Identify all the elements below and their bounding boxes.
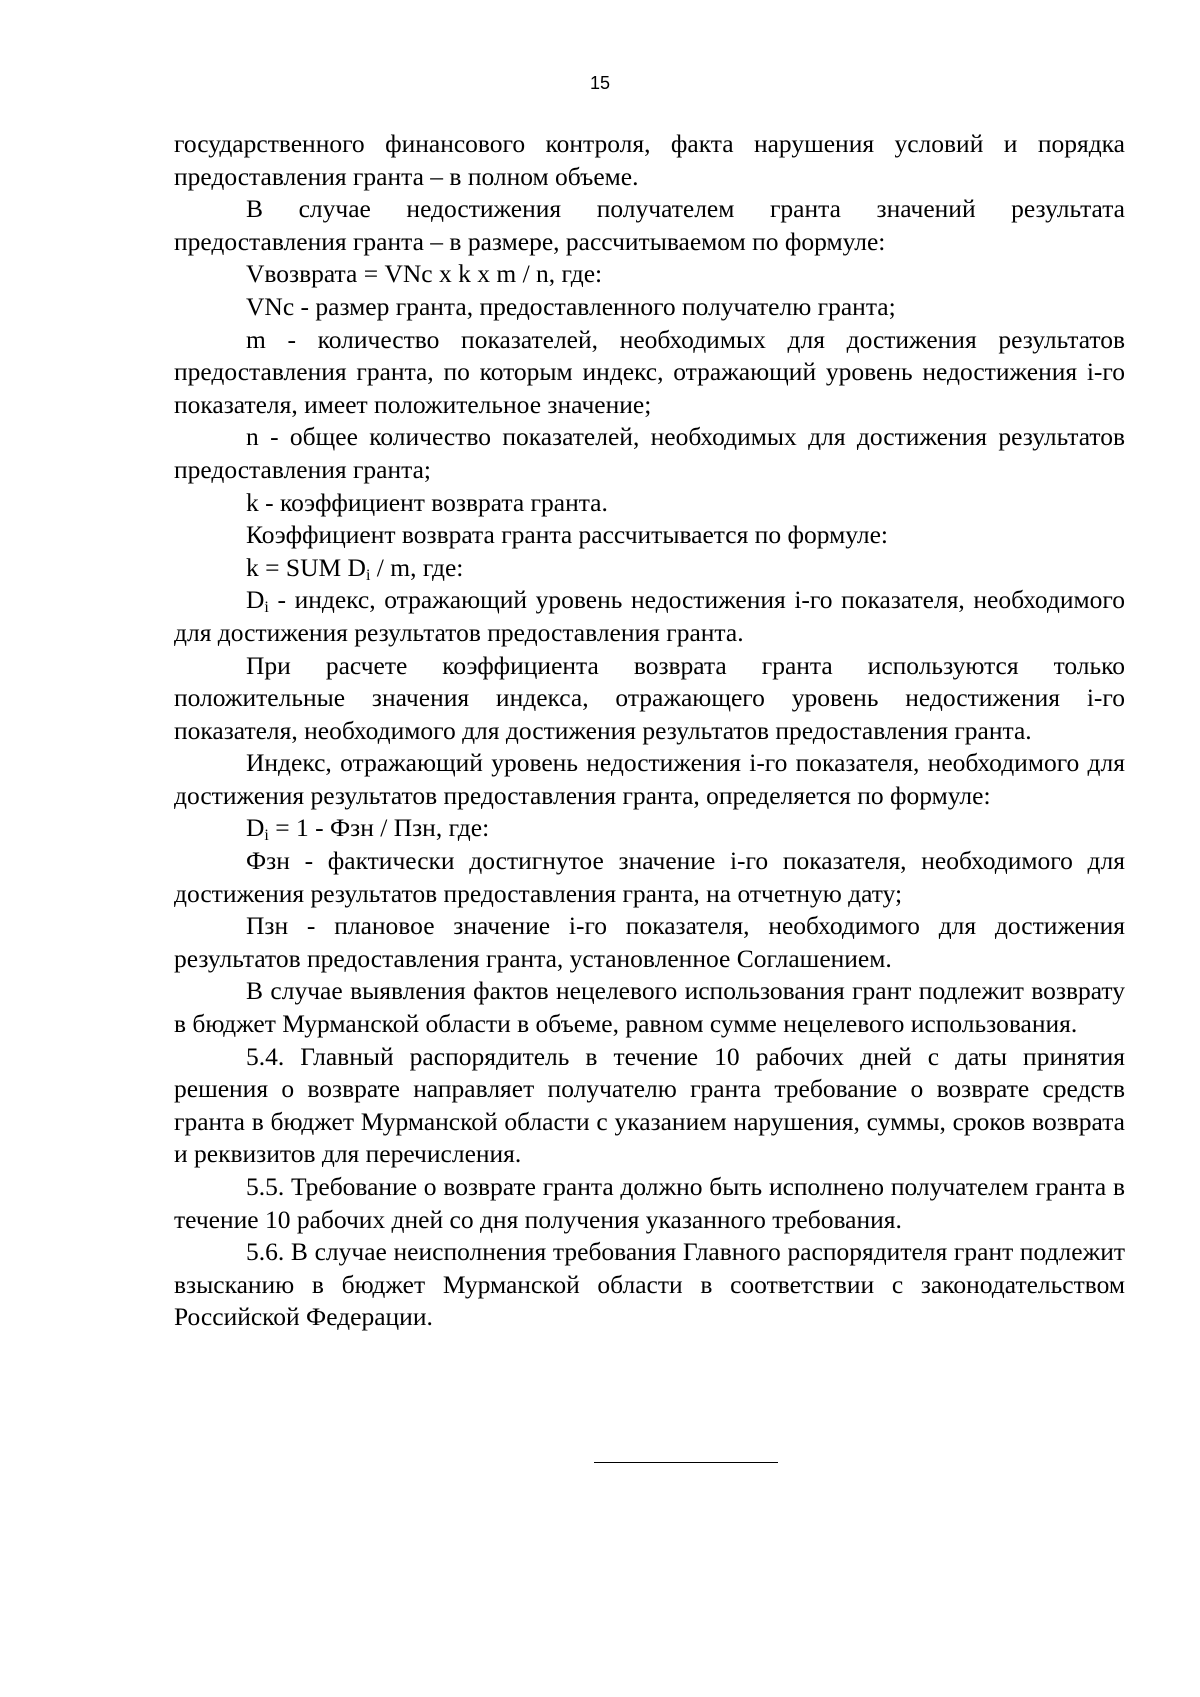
definition-n: n - общее количество показателей, необходимых для достижения результатов предоставления гранта; xyxy=(174,422,1125,484)
paragraph-5-4: 5.4. Главный распорядитель в течение 10 рабочих дней с даты принятия решения о возврате направляет получателю гранта требование о возврате средств гранта в бюджет Мурманской области с указанием нарушения, суммы, сроков возврата и реквизитов для перечисления. xyxy=(174,1041,1125,1169)
definition-k: k - коэффициент возврата гранта. xyxy=(246,487,608,517)
definition-fzn: Фзн - фактически достигнутое значение i-го показателя, необходимого для достижения результатов предоставления гранта, на отчетную дату; xyxy=(174,846,1125,908)
formula-coefficient-lhs: k = SUM D xyxy=(246,552,366,582)
definition-di xyxy=(174,584,1125,649)
definition-vnc: VNc - размер гранта, предоставленного получателю гранта; xyxy=(246,291,896,321)
paragraph-5-6: 5.6. В случае неисполнения требования Главного распорядителя грант подлежит взысканию в бюджет Мурманской области в соответствии с законодательством Российской Федерации. xyxy=(174,1237,1125,1332)
subscript-i: i xyxy=(264,599,269,617)
subscript-i: i xyxy=(264,827,269,845)
formula-refund-amount: Vвозврата = VNc x k x m / n, где: xyxy=(246,259,603,289)
paragraph-misuse: В случае выявления фактов нецелевого использования грант подлежит возврату в бюджет Мурманской области в объеме, равном сумме нецелевого использования. xyxy=(174,976,1125,1039)
formula-index-rhs: = 1 - Фзн / Пзн, где: xyxy=(268,813,490,843)
paragraph-positive-values: При расчете коэффициента возврата гранта используются только положительные значения индекса, отражающего уровень недостижения i-го показателя, необходимого для достижения результатов предоставления гранта. xyxy=(174,650,1125,745)
paragraph-shortfall-case: В случае недостижения получателем гранта значений результата предоставления гранта – в размере, рассчитываемом по формуле: xyxy=(174,194,1125,256)
formula-index-lhs: D xyxy=(246,813,265,843)
formula-coefficient xyxy=(174,552,1125,585)
paragraph-continuation: государственного финансового контроля, факта нарушения условий и порядка предоставления гранта – в полном объеме. xyxy=(174,129,1125,191)
page-number: 15 xyxy=(589,73,611,93)
paragraph-index-intro: Индекс, отражающий уровень недостижения i-го показателя, необходимого для достижения результатов предоставления гранта, определяется по формуле: xyxy=(174,748,1125,810)
subscript-i: i xyxy=(365,566,371,584)
definition-di-text: - индекс, отражающий уровень недостижения i-го показателя, необходимого для достижения результатов предоставления гранта. xyxy=(174,585,1125,647)
definition-m: m - количество показателей, необходимых для достижения результатов предоставления гранта, по которым индекс, отражающий уровень недостижения i-го показателя, имеет положительное значение; xyxy=(174,324,1125,419)
end-of-text-rule xyxy=(594,1462,778,1463)
definition-di-symbol: D xyxy=(246,585,265,615)
document-body xyxy=(174,128,1125,1334)
paragraph-coefficient-intro: Коэффициент возврата гранта рассчитывается по формуле: xyxy=(246,520,888,550)
paragraph-5-5: 5.5. Требование о возврате гранта должно быть исполнено получателем гранта в течение 10 рабочих дней со дня получения указанного требования. xyxy=(174,1172,1125,1234)
formula-index xyxy=(174,812,1125,845)
definition-pzn: Пзн - плановое значение i-го показателя, необходимого для достижения результатов предоставления гранта, установленное Соглашением. xyxy=(174,911,1125,973)
formula-coefficient-rhs: / m, где: xyxy=(370,552,464,582)
